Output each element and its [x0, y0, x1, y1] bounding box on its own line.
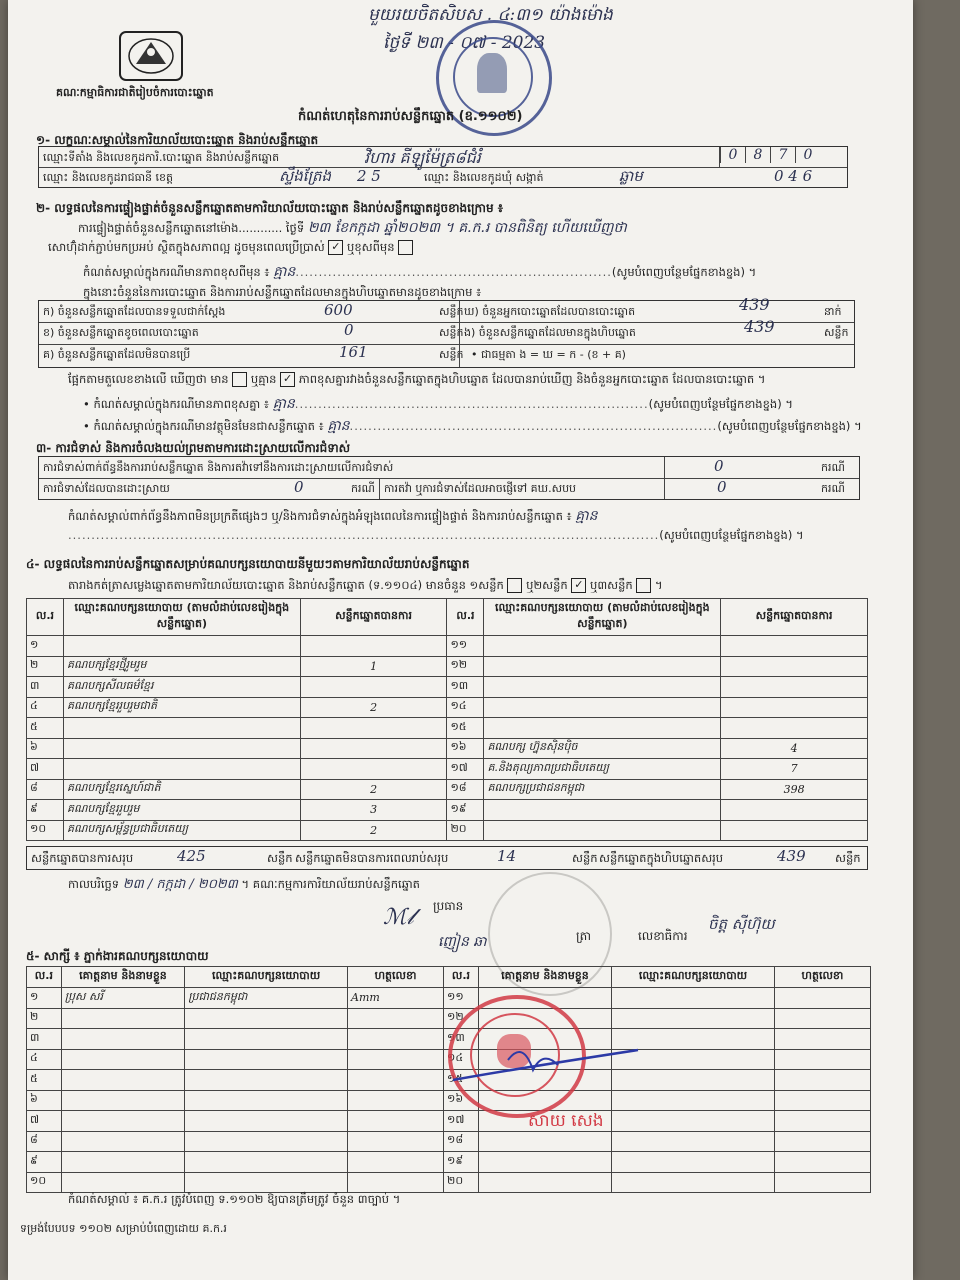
row-e-label: ង) ចំនួនសន្លឹកឆ្នោតដែលមានក្នុងហិបឆ្នោត [464, 326, 636, 339]
party-row-name: គណបក្សសីលធម៌ខ្មែរ [63, 677, 300, 698]
party-row-no: ១ [27, 636, 64, 657]
row-d-unit: នាក់ [824, 305, 842, 318]
party-row-no: ៤ [27, 697, 64, 718]
party-row-votes [721, 820, 868, 841]
witness-row-party [612, 1172, 775, 1193]
witness-row-signature [348, 1070, 444, 1091]
witness-row-party [185, 1008, 348, 1029]
nec-logo [116, 28, 186, 84]
row-a-value: 600 [324, 301, 353, 319]
party-row-name [63, 759, 300, 780]
party-row-votes [300, 718, 447, 739]
party-row-no: ១៦ [447, 738, 484, 759]
section-5-heading: ៥- សាក្សី ៖ ភ្នាក់ងារគណបក្សនយោបាយ [26, 949, 209, 963]
row-b-label: ខ) ចំនួនសន្លឹកឆ្នោតខូចពេលបោះឆ្នោត [43, 326, 199, 339]
page-title: កំណត់ហេតុនៃការរាប់សន្លឹកឆ្នោត (ឧ.១១០២) [298, 109, 523, 124]
witness-row [27, 1111, 871, 1132]
witness-row-party [612, 988, 775, 1009]
witness-row-name [61, 1152, 184, 1173]
party-row [27, 677, 868, 698]
party-row-votes: 4 [721, 738, 868, 759]
party-row-votes: 2 [300, 820, 447, 841]
party-row-votes [721, 656, 868, 677]
section-2-heading: ២- លទ្ធផលនៃការផ្ទៀងផ្ទាត់ចំនួនសន្លឹកឆ្នោតតាមការិយាល័យបោះឆ្នោត និងរាប់សន្លឹកឆ្នោតដូចខាងក្រោម ៖ [36, 201, 504, 215]
witness-row-no: ១៣ [444, 1029, 479, 1050]
party-row [27, 718, 868, 739]
party-row [27, 800, 868, 821]
party-row-name: គ.និងតុល្យភាពប្រជាធិបតេយ្យ [484, 759, 721, 780]
party-row-votes: 1 [300, 656, 447, 677]
station-code: 0 8 7 0 [719, 147, 845, 167]
checkbox-mismatch[interactable] [398, 240, 413, 255]
date-line: កាលបរិច្ឆេទ ២៣ / កក្កដា / ២០២៣ ។ គណៈកម្មការការិយាល័យរាប់សន្លឹកឆ្នោត [68, 877, 420, 892]
col-votes-left: សន្លឹកឆ្នោតបានការ [300, 599, 447, 636]
section-2-note-3: • កំណត់សម្គាល់ក្នុងករណីមានវត្ថុមិនមែនជាសន្លឹកឆ្នោត ៖ គ្មាន...............................................................................(សូមបំពេញបន្ថែមផ្នែកខាងខ្នង) ។ [83, 418, 862, 434]
complaints-table [38, 456, 860, 500]
witness-row-signature [774, 988, 870, 1009]
witness-row-signature [774, 1070, 870, 1091]
commune-name: ស្ទឹងត្រែង [279, 167, 332, 185]
section-4-heading: ៤- លទ្ធផលនៃការរាប់សន្លឹកឆ្នោតសម្រាប់គណបក្សនយោបាយនីមួយៗតាមការិយាល័យរាប់សន្លឹកឆ្នោត [26, 557, 470, 571]
witness-row-signature [774, 1090, 870, 1111]
row-e-unit: សន្លឹក [824, 326, 849, 339]
witness-row-signature [774, 1131, 870, 1152]
party-row-no: ១២ [447, 656, 484, 677]
party-row-name [63, 738, 300, 759]
checkbox-match[interactable]: ✓ [328, 240, 343, 255]
party-row-no: ១៩ [447, 800, 484, 821]
witness-row-signature [348, 1172, 444, 1193]
party-row-name: គណបក្សខ្មែររួបរួមជាតិ [63, 697, 300, 718]
witness-col-party-left: ឈ្មោះគណបក្សនយោបាយ [185, 967, 348, 988]
witness-row-no: ១៥ [444, 1070, 479, 1091]
witness-row-name [61, 1049, 184, 1070]
witness-col-no-left: ល.រ [27, 967, 62, 988]
witness-col-party-right: ឈ្មោះគណបក្សនយោបាយ [612, 967, 775, 988]
row-a-label: ក) ចំនួនសន្លឹកឆ្នោតដែលបានទទួលជាក់ស្តែង [43, 305, 226, 318]
footnote: កំណត់សម្គាល់ ៖ គ.ក.រ ត្រូវបំពេញ ទ.១១០២ ឱ្យបានត្រឹមត្រូវ ចំនួន ៣ច្បាប់ ។ [68, 1192, 401, 1206]
party-row-no: ១១ [447, 636, 484, 657]
col-votes-right: សន្លឹកឆ្នោតបានការ [721, 599, 868, 636]
witness-row-name [61, 1008, 184, 1029]
col-no-left: ល.រ [27, 599, 64, 636]
polling-station-label: ឈ្មោះទីតាំង និងលេខកូដការិ.បោះឆ្នោត និងរាប់សន្លឹកឆ្នោត [43, 151, 280, 164]
witness-row-name [61, 1029, 184, 1050]
witness-col-sign-right: ហត្ថលេខា [774, 967, 870, 988]
witness-row-name [478, 1152, 611, 1173]
party-row-name [63, 636, 300, 657]
totals-row: សន្លឹកឆ្នោតបានការសរុប 425 សន្លឹក សន្លឹកឆ្នោតមិនបានការពេលរាប់សរុប 14 សន្លឹក សន្លឹកឆ្នោតក្នុងហិបឆ្នោតសរុប 439 សន្លឹក [26, 846, 868, 870]
party-row-votes [721, 697, 868, 718]
section-3-note: កំណត់សម្គាល់ពាក់ព័ន្ធនឹងភាពមិនប្រក្រតីផ្សេងៗ ឬ/និងការជំទាស់ក្នុងអំឡុងពេលនៃការផ្ទៀងផ្ទាត់ និងការរាប់សន្លឹកឆ្នោត ៖ គ្មាន [68, 508, 598, 524]
party-row-name: គណបក្សខ្មែរថ្មីរួមរួម [63, 656, 300, 677]
party-row-no: ២ [27, 656, 64, 677]
secretary-label: លេខាធិការ [638, 929, 688, 943]
witness-row-party [185, 1070, 348, 1091]
witness-row-no: ៨ [27, 1131, 62, 1152]
party-row-votes: 2 [300, 697, 447, 718]
party-row-no: ១០ [27, 820, 64, 841]
party-row-no: ៩ [27, 800, 64, 821]
complaint-forwarded-unit: ករណី [821, 482, 845, 495]
witness-row-signature [348, 1131, 444, 1152]
witness-row-name [61, 1131, 184, 1152]
witness-col-no-right: ល.រ [444, 967, 479, 988]
witness-row-party [612, 1131, 775, 1152]
witness-row-no: ១២ [444, 1008, 479, 1029]
party-row-name: គណបក្សសម្ព័ន្ធប្រជាធិបតេយ្យ [63, 820, 300, 841]
witness-row-no: ៦ [27, 1090, 62, 1111]
section-2-compare-line: ផ្អែកតាមតួលេខខាងលើ ឃើញថា មាន ឬគ្មាន ✓ ភាពខុសគ្នារវាងចំនួនសន្លឹកឆ្នោតក្នុងហិបឆ្នោត ដែលបានរាប់ឃើញ និងចំនួនអ្នកបោះឆ្នោត ដែលបានបោះឆ្នោត ។ [68, 372, 766, 386]
witness-row-party [612, 1111, 775, 1132]
witness-row-no: ១៨ [444, 1131, 479, 1152]
village-code: 0 4 6 [774, 167, 813, 185]
party-row [27, 820, 868, 841]
party-row-no: ១៨ [447, 779, 484, 800]
witness-col-name-right: គោត្តនាម និងនាមខ្លួន [478, 967, 611, 988]
president-signature: ℳ𝓁 [383, 905, 414, 930]
party-row-name [484, 636, 721, 657]
witness-row [27, 1172, 871, 1193]
witness-row-name [61, 1090, 184, 1111]
witness-row-signature [774, 1029, 870, 1050]
village-name: ឆ្លាម [619, 167, 643, 185]
formula: • ជាធម្មតា ង = ឃ = ក - (ខ + គ) [471, 348, 626, 361]
witness-row-name [61, 1172, 184, 1193]
row-e-value: 439 [744, 317, 775, 336]
party-row-votes [721, 636, 868, 657]
witness-row-name [478, 1172, 611, 1193]
witness-row-party [185, 1111, 348, 1132]
witness-row [27, 1131, 871, 1152]
witness-row-signature: Amm [348, 988, 444, 1009]
complaint-forwarded-label: ការតវ៉ា ឬការជំទាស់ដែលអាចផ្ញើទៅ គឃ.សបប [384, 482, 577, 495]
party-row-votes: 3 [300, 800, 447, 821]
party-row-votes [721, 718, 868, 739]
red-stamp-name: សាយ សេង [528, 1111, 604, 1131]
party-row-no: ៧ [27, 759, 64, 780]
party-results-table [26, 598, 868, 841]
party-row [27, 636, 868, 657]
checkbox-one-ballot[interactable] [507, 578, 522, 593]
village-label: ឈ្មោះ និងលេខកូដឃុំ សង្កាត់ [424, 171, 544, 184]
party-row-votes: 2 [300, 779, 447, 800]
col-no-right: ល.រ [447, 599, 484, 636]
section-2-line-1: ការផ្ទៀងផ្ទាត់ចំនួនសន្លឹកឆ្នោតនៅម៉ោង............ ថ្ងៃទី ២៣ ខែកក្កដា ឆ្នាំ២០២៣ ។ គ.ក.រ បានពិនិត្យ ហើយឃើញថា [78, 220, 627, 236]
witness-row-signature [348, 1111, 444, 1132]
section-1-table [38, 146, 848, 188]
section-2-line-2: សោហ៊ុំដាក់ភ្ជាប់មកប្រអប់ ស្ថិតក្នុងសភាពល្អ ដូចមុនពេលប្រើប្រាស់ ✓ ឬខុសពីមុន [48, 240, 413, 257]
complaint-resolved-unit: ករណី [351, 482, 375, 495]
handwritten-top-line-2: ថ្ងៃទី ២៣ - ០៧ - 2023 [383, 33, 546, 53]
party-row-votes [300, 759, 447, 780]
party-row-name: គណបក្សប្រជាជនកម្ពុជា [484, 779, 721, 800]
stamp-label: ត្រា [576, 929, 591, 943]
party-row-no: ១៤ [447, 697, 484, 718]
party-row-name [484, 800, 721, 821]
complaint-resolved-label: ការជំទាស់ដែលបានដោះស្រាយ [43, 482, 170, 495]
party-row-no: ៦ [27, 738, 64, 759]
party-row-name [484, 677, 721, 698]
party-row-votes [721, 800, 868, 821]
witness-row-no: ៥ [27, 1070, 62, 1091]
witness-row-party [185, 1049, 348, 1070]
ballot-count-table [38, 295, 855, 368]
witness-row-signature [774, 1049, 870, 1070]
party-row-name [484, 820, 721, 841]
witness-row-no: ១៤ [444, 1049, 479, 1070]
president-label: ប្រធាន [433, 899, 464, 913]
witness-row-name [61, 1070, 184, 1091]
party-row-no: ២០ [447, 820, 484, 841]
party-row-no: ៥ [27, 718, 64, 739]
witness-row-no: ១០ [27, 1172, 62, 1193]
party-row-votes: 398 [721, 779, 868, 800]
secretary-name: ចិត្ត ស៊ីហ៊ុយ [708, 915, 775, 933]
witness-row-no: ១៧ [444, 1111, 479, 1132]
complaint-row-1-label: ការជំទាស់ពាក់ព័ន្ធនឹងការរាប់សន្លឹកឆ្នោត និងការតវ៉ាទៅនឹងការដោះស្រាយលើការជំទាស់ [43, 461, 394, 474]
party-row-name: គណបក្ស ហ្វ៊ុនស៊ិនប៉ិច [484, 738, 721, 759]
party-row [27, 779, 868, 800]
row-a-unit: សន្លឹក [439, 305, 464, 318]
row-d-value: 439 [739, 295, 770, 314]
witness-row-party [612, 1090, 775, 1111]
witness-row-signature [774, 1111, 870, 1132]
witness-row-name [61, 1111, 184, 1132]
section-2-note-2: • កំណត់សម្គាល់ក្នុងករណីមានភាពខុសគ្នា ៖ គ្មាន............................................................................(សូមបំពេញបន្ថែមផ្នែកខាងខ្នង) ។ [83, 396, 793, 412]
witness-row-no: ២ [27, 1008, 62, 1029]
party-row [27, 759, 868, 780]
checkbox-different[interactable]: ✓ [280, 372, 295, 387]
party-row-name: គណបក្សខ្មែររួបរួម [63, 800, 300, 821]
witness-row-no: ១៩ [444, 1152, 479, 1173]
party-row-votes [300, 738, 447, 759]
witness-row [27, 1090, 871, 1111]
witness-row-party [185, 1152, 348, 1173]
handwritten-top-line-1: មួយរយចិតសិបស . ៤:៣១ យ៉ាងម៉ោង [368, 5, 613, 25]
witness-row-party: ប្រជាជនកម្ពុជា [185, 988, 348, 1009]
witness-row-no: ២០ [444, 1172, 479, 1193]
party-row-name [484, 656, 721, 677]
party-row-no: ១៣ [447, 677, 484, 698]
row-b-value: 0 [344, 321, 354, 339]
witness-row-signature [348, 1152, 444, 1173]
checkbox-two-ballots[interactable]: ✓ [571, 578, 586, 593]
witness-row [27, 1008, 871, 1029]
complaint-forwarded-value: 0 [717, 478, 727, 496]
witness-row-no: ៣ [27, 1029, 62, 1050]
witness-row-no: ៩ [27, 1152, 62, 1173]
section-2-note-line: កំណត់សម្គាល់ក្នុងករណីមានភាពខុសពីមុន ៖ គ្មាន....................................................................(សូមបំពេញបន្ថែមផ្នែកខាងខ្នង) ។ [83, 264, 757, 280]
party-row-votes [300, 677, 447, 698]
witness-row-party [185, 1090, 348, 1111]
section-1-heading: ១- លក្ខណៈសម្គាល់នៃការិយាល័យបោះឆ្នោត និងរាប់សន្លឹកឆ្នោត [36, 133, 319, 147]
witness-row-signature [348, 1008, 444, 1029]
witness-row-signature [774, 1172, 870, 1193]
witness-row-no: ១១ [444, 988, 479, 1009]
witness-row-name: ប្រុស សរី [61, 988, 184, 1009]
form-page [8, 0, 913, 1280]
witness-row-no: ១ [27, 988, 62, 1009]
party-row [27, 697, 868, 718]
party-row-votes [300, 636, 447, 657]
witness-row-signature [348, 1049, 444, 1070]
witness-col-sign-left: ហត្ថលេខា [348, 967, 444, 988]
party-row-name: គណបក្សខ្មែរស្នេហ៍ជាតិ [63, 779, 300, 800]
col-party-right: ឈ្មោះគណបក្សនយោបាយ (តាមលំដាប់លេខរៀងក្នុងសន្លឹកឆ្នោត) [484, 599, 721, 636]
section-4-intro: តារាងកត់ត្រាសម្លេងឆ្នោតតាមការិយាល័យបោះឆ្នោត និងរាប់សន្លឹកឆ្នោត (ទ.១១០៤) មានចំនួន ១សន្លឹក ឬ២សន្លឹក ✓ ឬ៣សន្លឹក ។ [68, 578, 663, 592]
blue-signature-stroke [448, 1040, 648, 1090]
row-c-unit: សន្លឹក [439, 348, 464, 361]
witness-row-party [185, 1172, 348, 1193]
party-row-name [484, 718, 721, 739]
witness-row-party [612, 1152, 775, 1173]
polling-station-name: វិហារ គីឡូម៉ែត្រ៨ជំរំ [364, 148, 481, 167]
complaint-resolved-value: 0 [294, 478, 304, 496]
row-c-label: គ) ចំនួនសន្លឹកឆ្នោតដែលមិនបានប្រើ [43, 348, 191, 361]
witness-row [27, 988, 871, 1009]
party-row-name [484, 697, 721, 718]
witness-row-party [185, 1029, 348, 1050]
complaint-row-1-value: 0 [714, 457, 724, 475]
party-row-votes: 7 [721, 759, 868, 780]
witness-row-no: ៤ [27, 1049, 62, 1070]
party-row-no: ៣ [27, 677, 64, 698]
row-c-value: 161 [339, 343, 368, 361]
section-3-note-dots: ...............................................................................................................................(សូមបំពេញបន្ថែមផ្នែកខាងខ្នង) ។ [68, 528, 804, 542]
party-row-no: ១៧ [447, 759, 484, 780]
commune-label: ឈ្មោះ និងលេខកូដរាជធានី ខេត្ត [43, 171, 173, 184]
nec-name: គណៈកម្មាធិការជាតិរៀបចំការបោះឆ្នោត [56, 86, 214, 99]
party-row-no: ១៥ [447, 718, 484, 739]
section-3-heading: ៣- ការជំទាស់ និងការចំលងយល់ព្រមតាមការដោះស្រាយលើការជំទាស់ [36, 441, 351, 455]
checkbox-three-ballots[interactable] [636, 578, 651, 593]
form-id-footer: ទម្រង់បែបបទ ១១០២ សម្រាប់បំពេញដោយ គ.ក.រ [20, 1222, 227, 1235]
witness-row-signature [774, 1008, 870, 1029]
witness-row-signature [774, 1152, 870, 1173]
witness-row-signature [348, 1029, 444, 1050]
witness-row-party [185, 1131, 348, 1152]
president-name: ញៀន ឆា [438, 934, 487, 950]
row-d-label: ឃ) ចំនួនអ្នកបោះឆ្នោតដែលបានបោះឆ្នោត [464, 305, 636, 318]
checkbox-equal[interactable] [232, 372, 247, 387]
commune-code: 2 5 [357, 167, 381, 185]
party-row-no: ៨ [27, 779, 64, 800]
row-b-unit: សន្លឹក [439, 326, 464, 339]
party-row [27, 656, 868, 677]
party-row-name [63, 718, 300, 739]
complaint-row-1-unit: ករណី [821, 461, 845, 474]
witness-row-no: ៧ [27, 1111, 62, 1132]
section-2-result-intro: ក្នុងនោះចំនួននៃការបោះឆ្នោត និងការរាប់សន្លឹកឆ្នោតដែលមានក្នុងហិបឆ្នោតមានដូចខាងក្រោម ៖ [83, 285, 482, 299]
witness-col-name-left: គោត្តនាម និងនាមខ្លួន [61, 967, 184, 988]
col-party-left: ឈ្មោះគណបក្សនយោបាយ (តាមលំដាប់លេខរៀងក្នុងសន្លឹកឆ្នោត) [63, 599, 300, 636]
witness-row-party [612, 1008, 775, 1029]
party-row-votes [721, 677, 868, 698]
witness-row [27, 1152, 871, 1173]
witness-row-no: ១៦ [444, 1090, 479, 1111]
witness-row-signature [348, 1090, 444, 1111]
party-row [27, 738, 868, 759]
